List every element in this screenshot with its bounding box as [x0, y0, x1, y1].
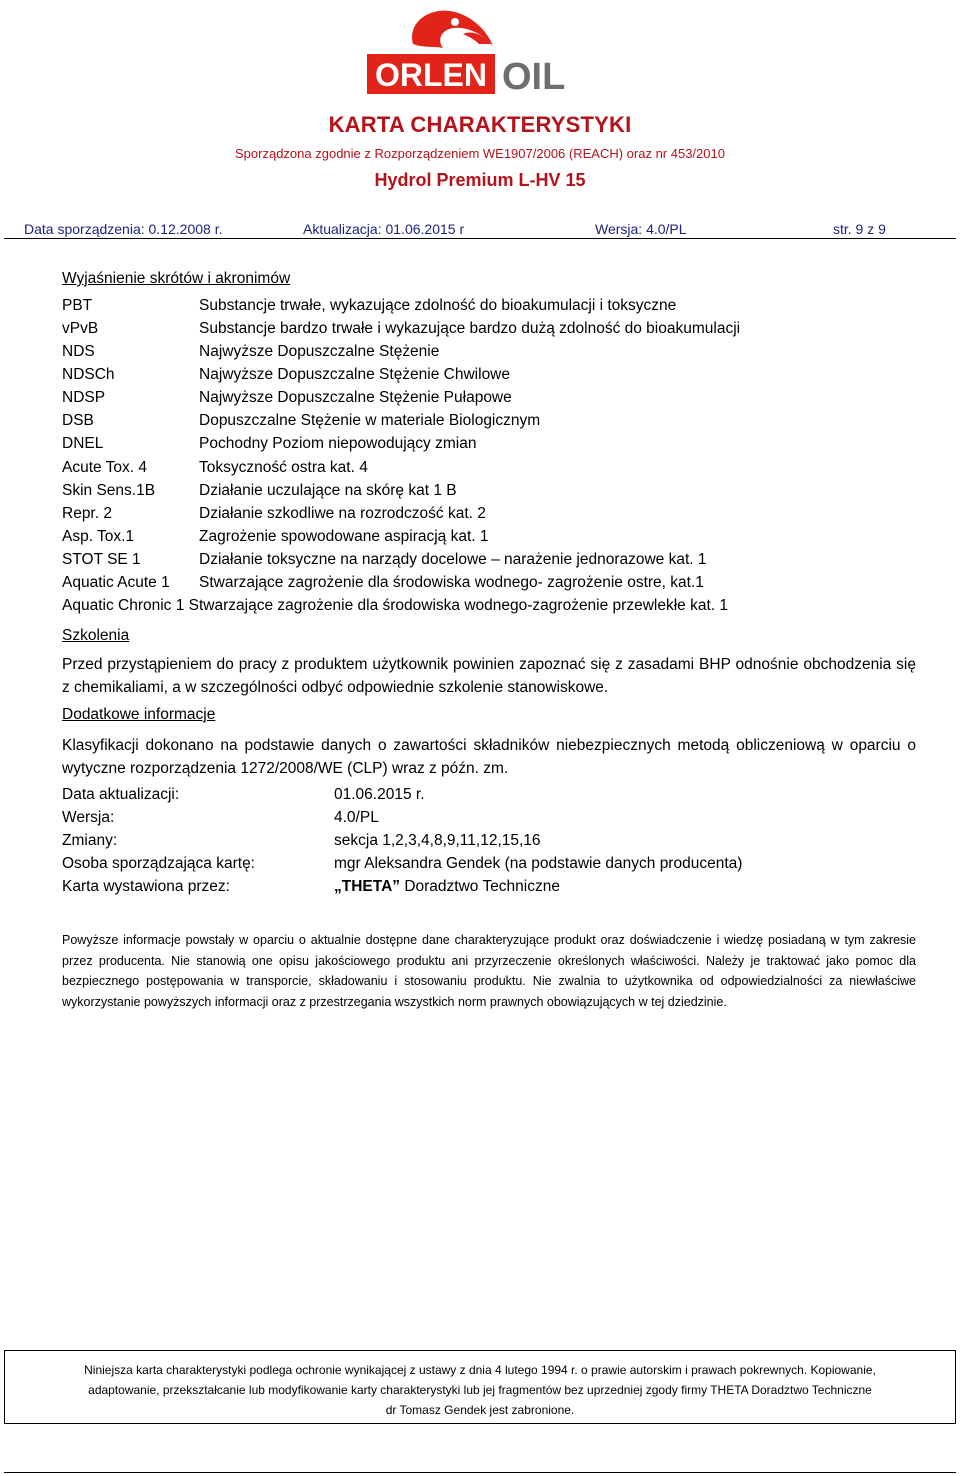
abbr-term: NDSP	[62, 389, 106, 406]
document-title: KARTA CHARAKTERYSTYKI	[328, 112, 632, 137]
abbr-definition: Działanie uczulające na skórę kat 1 B	[199, 482, 457, 499]
abbr-term: Acute Tox. 4	[62, 459, 148, 476]
field-label: Osoba sporządzająca kartę:	[62, 855, 255, 872]
training-text: Przed przystąpieniem do pracy z produktem użytkownik powinien zapoznać się z zasadami BHP odnośnie obchodzenia się z chemikaliami, a w szczególności odbyć odpowiednie szkolenie stanowiskowe.	[62, 656, 916, 696]
abbr-term: vPvB	[62, 320, 99, 337]
field-label: Wersja:	[62, 809, 115, 826]
abbr-term: Aquatic Acute 1	[62, 574, 170, 591]
logo-word-oil: OIL	[502, 56, 566, 96]
eagle-logo-icon	[367, 4, 593, 96]
field-value: 01.06.2015 r.	[334, 786, 425, 803]
orlen-oil-logo	[367, 4, 593, 96]
abbr-term: Repr. 2	[62, 505, 112, 522]
abbr-chronic-line: Aquatic Chronic 1 Stwarzające zagrożenie dla środowiska wodnego-zagrożenie przewlekłe kat. 1	[62, 597, 728, 614]
footer-line: dr Tomasz Gendek jest zabronione.	[385, 1403, 575, 1417]
field-value: 4.0/PL	[334, 809, 379, 826]
field-label: Zmiany:	[62, 832, 118, 849]
abbr-term: DNEL	[62, 435, 104, 452]
abbr-term: DSB	[62, 412, 94, 429]
date-created: Data sporządzenia: 0.12.2008 r.	[24, 221, 223, 237]
disclaimer-text: Powyższe informacje powstały w oparciu o aktualnie dostępne dane charakteryzujące produkt oraz doświadczenie i wiedzę posiadaną w tym zakresie przez producenta. Nie stanowią one opisu jakościowego produktu ani przyrzeczenie określonych właściwości. Należy je traktować jako pomoc dla bezpiecznego postępowania w transporcie, składowaniu i stosowaniu produktu. Nie zwalnia to użytkownika od odpowiedzialności za niewłaściwe wykorzystanie powyższych informacji oraz z przestrzegania wszystkich norm prawnych obowiązujących w tej dziedzinie.	[62, 933, 916, 1009]
field-value: sekcja 1,2,3,4,8,9,11,12,15,16	[334, 832, 541, 849]
abbr-definition: Pochodny Poziom niepowodujący zmian	[199, 435, 477, 452]
abbr-definition: Substancje trwałe, wykazujące zdolność do bioakumulacji i toksyczne	[199, 297, 677, 314]
logo-word-orlen: ORLEN	[375, 57, 487, 93]
additional-info-text: Klasyfikacji dokonano na podstawie danych o zawartości składników niebezpiecznych metodą obliczeniową w oparciu o wytyczne rozporządzenia 1272/2008/WE (CLP) wraz z późn. zm.	[62, 737, 916, 777]
abbr-definition: Najwyższe Dopuszczalne Stężenie Chwilowe	[199, 366, 510, 383]
footer-line: Niniejsza karta charakterystyki podlega ochronie wynikającej z ustawy z dnia 4 lutego 1994 r. o prawie autorskim i prawach pokrewnych. Kopiowanie,	[84, 1363, 876, 1377]
abbr-definition: Toksyczność ostra kat. 4	[199, 459, 368, 476]
issuer-label: Karta wystawiona przez:	[62, 878, 230, 895]
abbr-definition: Zagrożenie spowodowane aspiracją kat. 1	[199, 528, 489, 545]
issuer-company-rest: Doradztwo Techniczne	[404, 878, 560, 895]
document-subtitle: Sporządzona zgodnie z Rozporządzeniem WE1907/2006 (REACH) oraz nr 453/2010	[235, 146, 725, 161]
field-value: mgr Aleksandra Gendek (na podstawie danych producenta)	[334, 855, 743, 872]
version: Wersja: 4.0/PL	[595, 221, 687, 237]
abbr-term: NDSCh	[62, 366, 115, 383]
abbr-definition: Działanie toksyczne na narządy docelowe – narażenie jednorazowe kat. 1	[199, 551, 707, 568]
abbr-definition: Substancje bardzo trwałe i wykazujące bardzo dużą zdolność do bioakumulacji	[199, 320, 741, 337]
abbr-term: Skin Sens.1B	[62, 482, 156, 499]
footer-line: adaptowanie, przekształcanie lub modyfikowanie karty charakterystyki lub jej fragmentów bez uprzedniej zgody firmy THETA Doradztwo Techniczne	[88, 1383, 872, 1397]
updated-date: Aktualizacja: 01.06.2015 r	[303, 221, 465, 237]
copyright-footer	[4, 1350, 956, 1424]
bottom-divider	[4, 1472, 956, 1473]
abbr-definition: Najwyższe Dopuszczalne Stężenie	[199, 343, 440, 360]
abbr-definition: Najwyższe Dopuszczalne Stężenie Pułapowe	[199, 389, 512, 406]
field-label: Data aktualizacji:	[62, 786, 180, 803]
additional-info-heading: Dodatkowe informacje	[62, 706, 216, 723]
product-name: Hydrol Premium L-HV 15	[374, 170, 586, 190]
issuer-value	[334, 878, 560, 896]
page-number: str. 9 z 9	[833, 221, 886, 237]
abbr-term: Asp. Tox.1	[62, 528, 135, 545]
abbreviations-heading: Wyjaśnienie skrótów i akronimów	[62, 270, 291, 287]
abbr-term: PBT	[62, 297, 93, 314]
abbr-definition: Dopuszczalne Stężenie w materiale Biologicznym	[199, 412, 541, 429]
abbr-definition: Stwarzające zagrożenie dla środowiska wodnego- zagrożenie ostre, kat.1	[199, 574, 704, 591]
training-heading: Szkolenia	[62, 627, 130, 644]
abbr-definition: Działanie szkodliwe na rozrodczość kat. 2	[199, 505, 486, 522]
issuer-company-name: „THETA”	[334, 878, 401, 895]
header-divider	[4, 238, 956, 239]
abbr-term: STOT SE 1	[62, 551, 141, 568]
abbr-term: NDS	[62, 343, 95, 360]
